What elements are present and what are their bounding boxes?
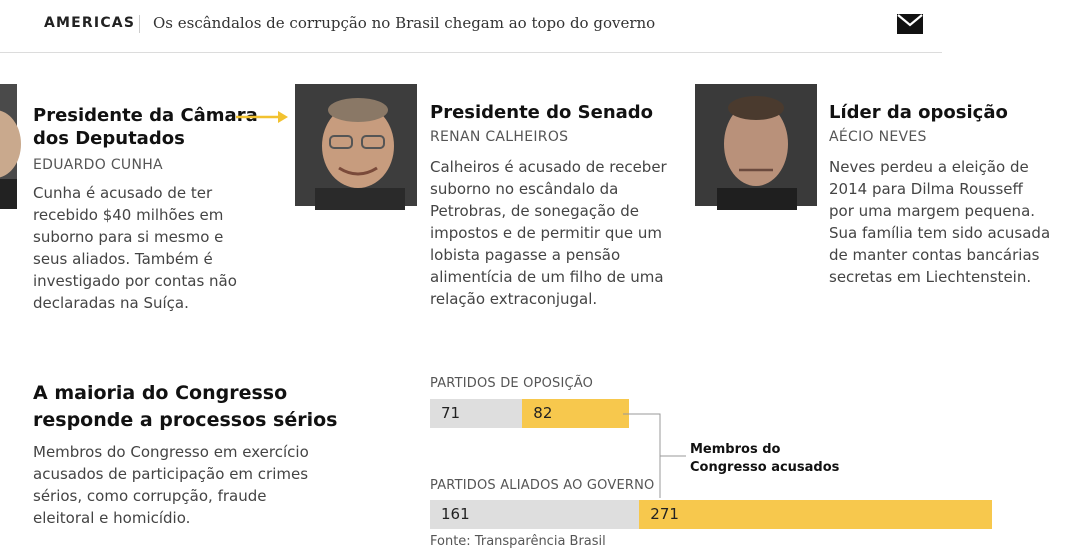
desc-line: investigado por contas não (33, 272, 237, 290)
desc-line: suborno para si mesmo e (33, 228, 224, 246)
cunha-photo (0, 84, 17, 206)
desc-line: relação extraconjugal. (430, 290, 598, 308)
desc-line: Membros do Congresso em exercício (33, 443, 309, 461)
desc-line: por uma margem pequena. (829, 202, 1036, 220)
group-label-allied: PARTIDOS ALIADOS AO GOVERNO (430, 478, 655, 493)
neves-title: Líder da oposição (829, 102, 1008, 123)
bar-opposition-accused: 82 (522, 399, 629, 428)
congress-title-line2: responde a processos sérios (33, 409, 338, 431)
desc-line: de manter contas bancárias (829, 246, 1040, 264)
cunha-name: EDUARDO CUNHA (33, 157, 163, 173)
calheiros-photo (295, 84, 417, 206)
desc-line: secretas em Liechtenstein. (829, 268, 1032, 286)
calheiros-name: RENAN CALHEIROS (430, 129, 569, 145)
congress-title (33, 380, 343, 434)
bar-allied-accused: 271 (639, 500, 991, 529)
header-divider (139, 15, 140, 33)
neves-photo (695, 84, 817, 206)
annotation-connector (620, 412, 690, 502)
annotation-line1: Membros do (690, 442, 781, 457)
desc-line: acusados de participação em crimes (33, 465, 309, 483)
arrow-right-icon (236, 110, 290, 124)
page-headline[interactable]: Os escândalos de corrupção no Brasil chegam ao topo do governo (153, 14, 656, 32)
group-label-opposition: PARTIDOS DE OPOSIÇÃO (430, 376, 594, 391)
desc-line: Calheiros é acusado de receber (430, 158, 667, 176)
desc-line: Cunha é acusado de ter (33, 184, 213, 202)
bar-opposition-not-accused: 71 (430, 399, 522, 428)
chart-source: Fonte: Transparência Brasil (430, 534, 606, 549)
bar-allied-not-accused: 161 (430, 500, 639, 529)
desc-line: recebido $40 milhões em (33, 206, 224, 224)
cunha-title-line1: Presidente da Câmara (33, 105, 258, 126)
desc-line: 2014 para Dilma Rousseff (829, 180, 1023, 198)
desc-line: Neves perdeu a eleição de (829, 158, 1029, 176)
calheiros-description (430, 156, 680, 310)
congress-description (33, 441, 333, 529)
desc-line: alimentícia de um filho de uma (430, 268, 664, 286)
congress-title-line1: A maioria do Congresso (33, 382, 288, 404)
desc-line: sérios, como corrupção, fraude (33, 487, 267, 505)
desc-line: suborno no escândalo da (430, 180, 619, 198)
desc-line: Sua família tem sido acusada (829, 224, 1051, 242)
desc-line: declaradas na Suíça. (33, 294, 189, 312)
desc-line: impostos e de permitir que um (430, 224, 663, 242)
annotation-line2: Congresso acusados (690, 460, 840, 475)
desc-line: lobista pagasse a pensão (430, 246, 621, 264)
neves-description (829, 156, 1089, 288)
calheiros-title: Presidente do Senado (430, 102, 654, 123)
accused-annotation (690, 441, 839, 477)
desc-line: eleitoral e homicídio. (33, 509, 191, 527)
cunha-title-line2: dos Deputados (33, 128, 185, 149)
cunha-description (33, 182, 263, 314)
cunha-title (33, 104, 258, 150)
desc-line: seus aliados. Também é (33, 250, 213, 268)
section-label[interactable]: AMERICAS (44, 15, 136, 31)
neves-name: AÉCIO NEVES (829, 129, 927, 145)
top-bar (0, 0, 942, 53)
mail-icon[interactable] (897, 14, 923, 34)
desc-line: Petrobras, de sonegação de (430, 202, 639, 220)
